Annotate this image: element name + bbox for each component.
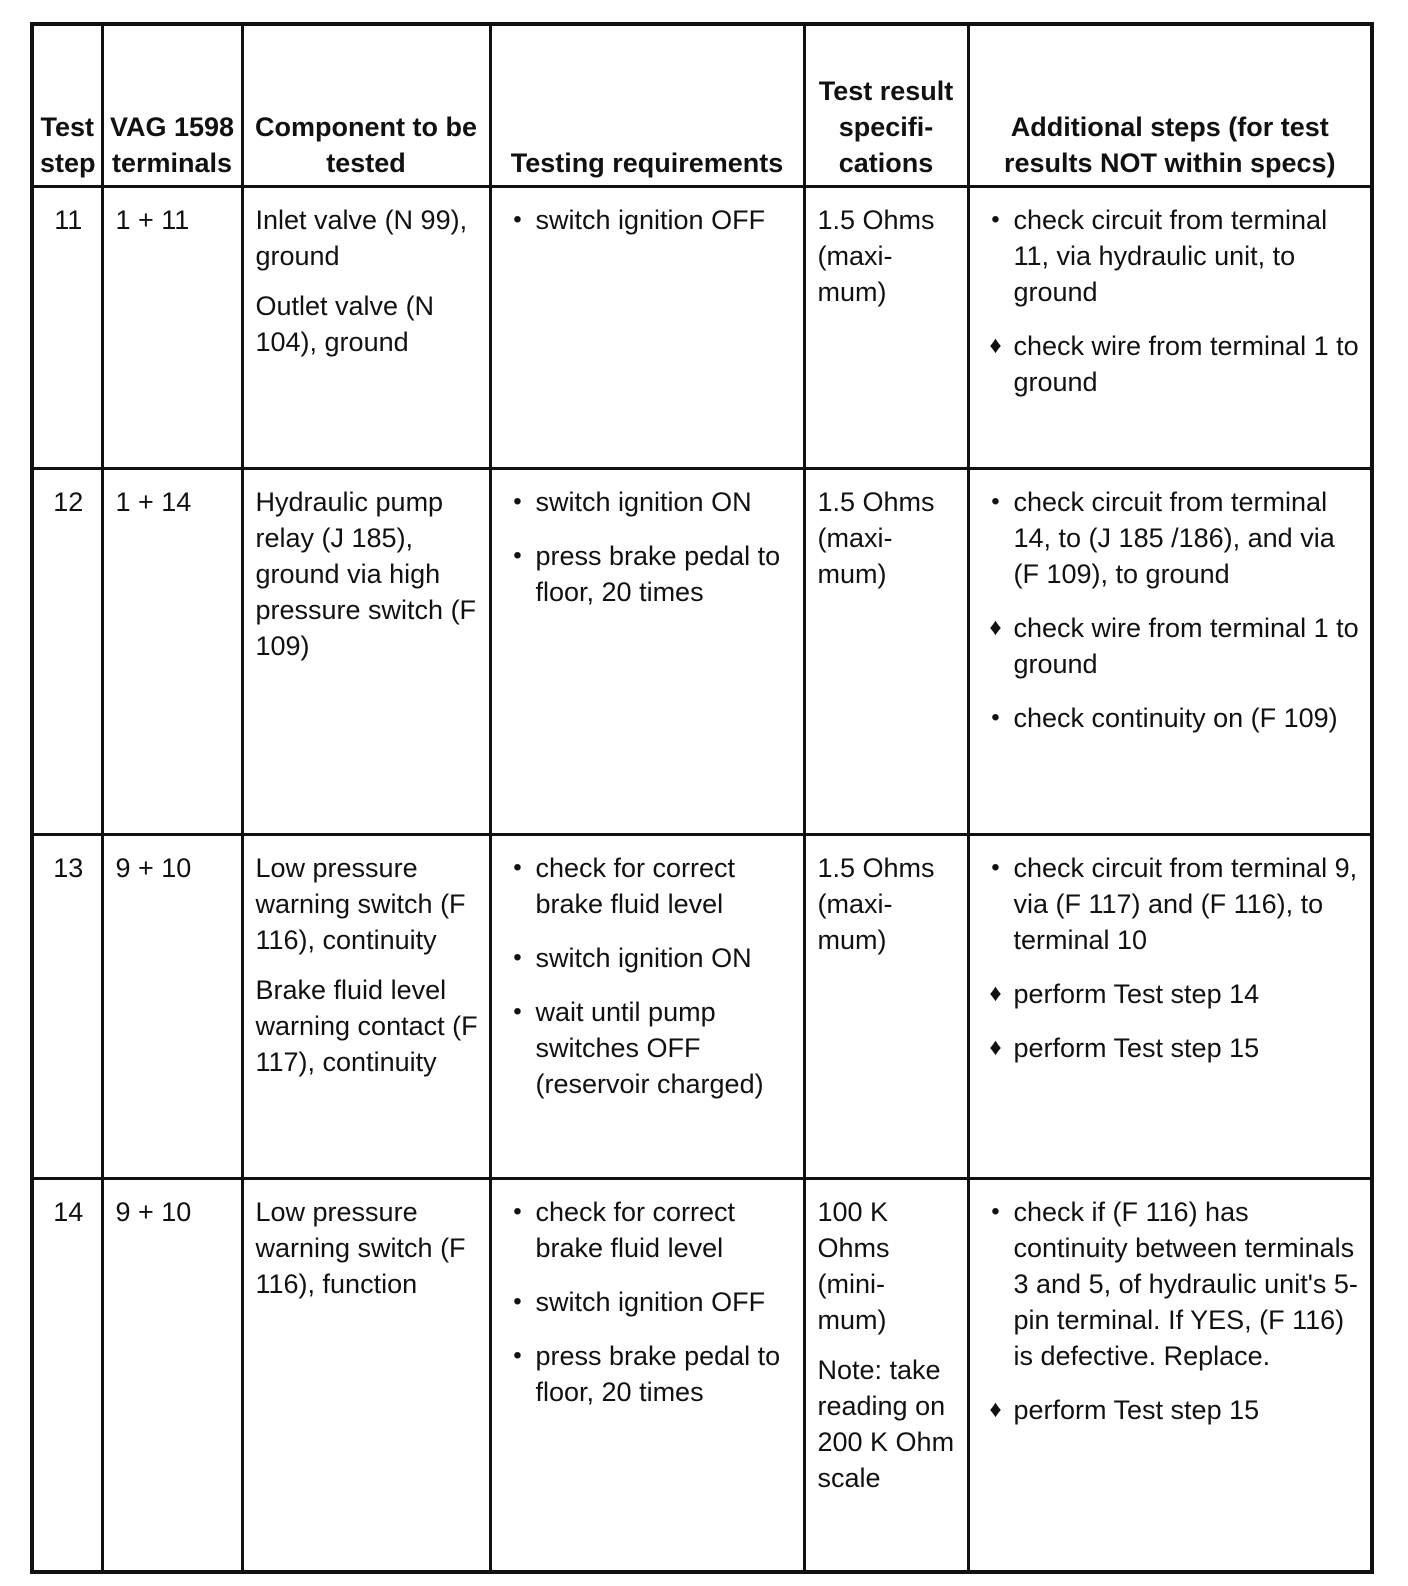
spec-text: 1.5 Ohms (maxi- mum) (817, 204, 935, 307)
step-text: check continuity on (F 109) (1013, 702, 1338, 733)
component-text: Low pressure warning switch (F 116), function (255, 1196, 466, 1299)
cell-test-step: 11 (32, 186, 102, 468)
list-item (982, 1392, 1361, 1428)
list-item (504, 1284, 793, 1320)
list-item (504, 538, 793, 610)
cell-specifications (804, 468, 968, 834)
list-item (982, 610, 1361, 682)
requirement-text: press brake pedal to floor, 20 times (535, 1340, 781, 1407)
cell-additional-steps (968, 468, 1372, 834)
cell-additional-steps (968, 1178, 1372, 1572)
diamond-icon: ♦ (989, 979, 1002, 1007)
list-item (504, 940, 793, 976)
step-text: perform Test step 15 (1013, 1394, 1260, 1425)
diamond-icon: ♦ (989, 1033, 1002, 1061)
header-row (32, 24, 1372, 186)
list-item (982, 1194, 1361, 1374)
test-step-table (30, 22, 1374, 1574)
list-item (504, 202, 793, 238)
cell-terminals: 9 + 10 (102, 834, 242, 1178)
list-item (982, 1030, 1361, 1066)
header-test-step: Test step (32, 24, 102, 186)
list-item (982, 850, 1361, 958)
step-text: check circuit from terminal 14, to (J 185 /186), and via (F 109), to ground (1013, 486, 1335, 589)
table-row (32, 468, 1372, 834)
table-row (32, 186, 1372, 468)
step-text: check wire from terminal 1 to ground (1013, 612, 1359, 679)
bullet-icon: • (513, 541, 522, 569)
cell-component (242, 186, 490, 468)
component-text: Outlet valve (N 104), ground (255, 290, 435, 357)
bullet-icon: • (513, 1341, 522, 1369)
cell-specifications (804, 834, 968, 1178)
requirement-text: check for correct brake fluid level (535, 1196, 736, 1263)
cell-requirements (490, 1178, 804, 1572)
step-text: check wire from terminal 1 to ground (1013, 330, 1359, 397)
bullet-icon: • (513, 997, 522, 1025)
header-component: Component to be tested (242, 24, 490, 186)
header-specifications: Test result specifi- cations (804, 24, 968, 186)
bullet-icon: • (513, 487, 522, 515)
bullet-icon: • (513, 205, 522, 233)
bullet-icon: • (991, 205, 1000, 233)
table-row (32, 834, 1372, 1178)
bullet-icon: • (513, 1287, 522, 1315)
list-item (504, 1194, 793, 1266)
header-requirements: Testing requirements (490, 24, 804, 186)
bullet-icon: • (513, 943, 522, 971)
requirement-text: wait until pump switches OFF (reservoir charged) (535, 996, 764, 1099)
list-item (982, 976, 1361, 1012)
cell-terminals: 1 + 14 (102, 468, 242, 834)
component-text: Low pressure warning switch (F 116), continuity (255, 852, 466, 955)
header-additional-steps: Additional steps (for test results NOT within specs) (968, 24, 1372, 186)
cell-additional-steps (968, 186, 1372, 468)
step-text: check circuit from terminal 9, via (F 117) and (F 116), to terminal 10 (1013, 852, 1358, 955)
step-text: perform Test step 14 (1013, 978, 1260, 1009)
cell-test-step: 14 (32, 1178, 102, 1572)
bullet-icon: • (513, 1197, 522, 1225)
spec-note-text: Note: take reading on 200 K Ohm scale (817, 1354, 955, 1493)
list-item (982, 202, 1361, 310)
table-row (32, 1178, 1372, 1572)
cell-requirements (490, 834, 804, 1178)
spec-text: 1.5 Ohms (maxi- mum) (817, 852, 935, 955)
bullet-icon: • (991, 703, 1000, 731)
cell-requirements (490, 468, 804, 834)
list-item (982, 328, 1361, 400)
cell-specifications (804, 1178, 968, 1572)
step-text: perform Test step 15 (1013, 1032, 1260, 1063)
list-item (504, 850, 793, 922)
diamond-icon: ♦ (989, 331, 1002, 359)
cell-terminals: 1 + 11 (102, 186, 242, 468)
cell-test-step: 13 (32, 834, 102, 1178)
cell-requirements (490, 186, 804, 468)
requirement-text: switch ignition OFF (535, 204, 766, 235)
requirement-text: check for correct brake fluid level (535, 852, 736, 919)
step-text: check circuit from terminal 11, via hydraulic unit, to ground (1013, 204, 1328, 307)
cell-test-step: 12 (32, 468, 102, 834)
spec-text: 1.5 Ohms (maxi- mum) (817, 486, 935, 589)
diamond-icon: ♦ (989, 613, 1002, 641)
list-item (982, 700, 1361, 736)
component-text: Inlet valve (N 99), ground (255, 204, 468, 271)
list-item (504, 1338, 793, 1410)
list-item (504, 484, 793, 520)
bullet-icon: • (991, 853, 1000, 881)
header-terminals: VAG 1598 terminals (102, 24, 242, 186)
cell-component (242, 834, 490, 1178)
requirement-text: switch ignition ON (535, 942, 752, 973)
cell-component (242, 468, 490, 834)
cell-component (242, 1178, 490, 1572)
bullet-icon: • (991, 1197, 1000, 1225)
cell-additional-steps (968, 834, 1372, 1178)
bullet-icon: • (991, 487, 1000, 515)
requirement-text: switch ignition ON (535, 486, 752, 517)
list-item (504, 994, 793, 1102)
cell-specifications (804, 186, 968, 468)
component-text: Brake fluid level warning contact (F 117), continuity (255, 974, 478, 1077)
spec-text: 100 K Ohms (mini- mum) (817, 1196, 890, 1335)
diamond-icon: ♦ (989, 1395, 1002, 1423)
step-text: check if (F 116) has continuity between terminals 3 and 5, of hydraulic unit's 5-pin terminal. If YES, (F 116) is defective. Replace. (1013, 1196, 1358, 1371)
list-item (982, 484, 1361, 592)
cell-terminals: 9 + 10 (102, 1178, 242, 1572)
component-text: Hydraulic pump relay (J 185), ground via high pressure switch (F 109) (255, 486, 477, 661)
requirement-text: switch ignition OFF (535, 1286, 766, 1317)
requirement-text: press brake pedal to floor, 20 times (535, 540, 781, 607)
bullet-icon: • (513, 853, 522, 881)
